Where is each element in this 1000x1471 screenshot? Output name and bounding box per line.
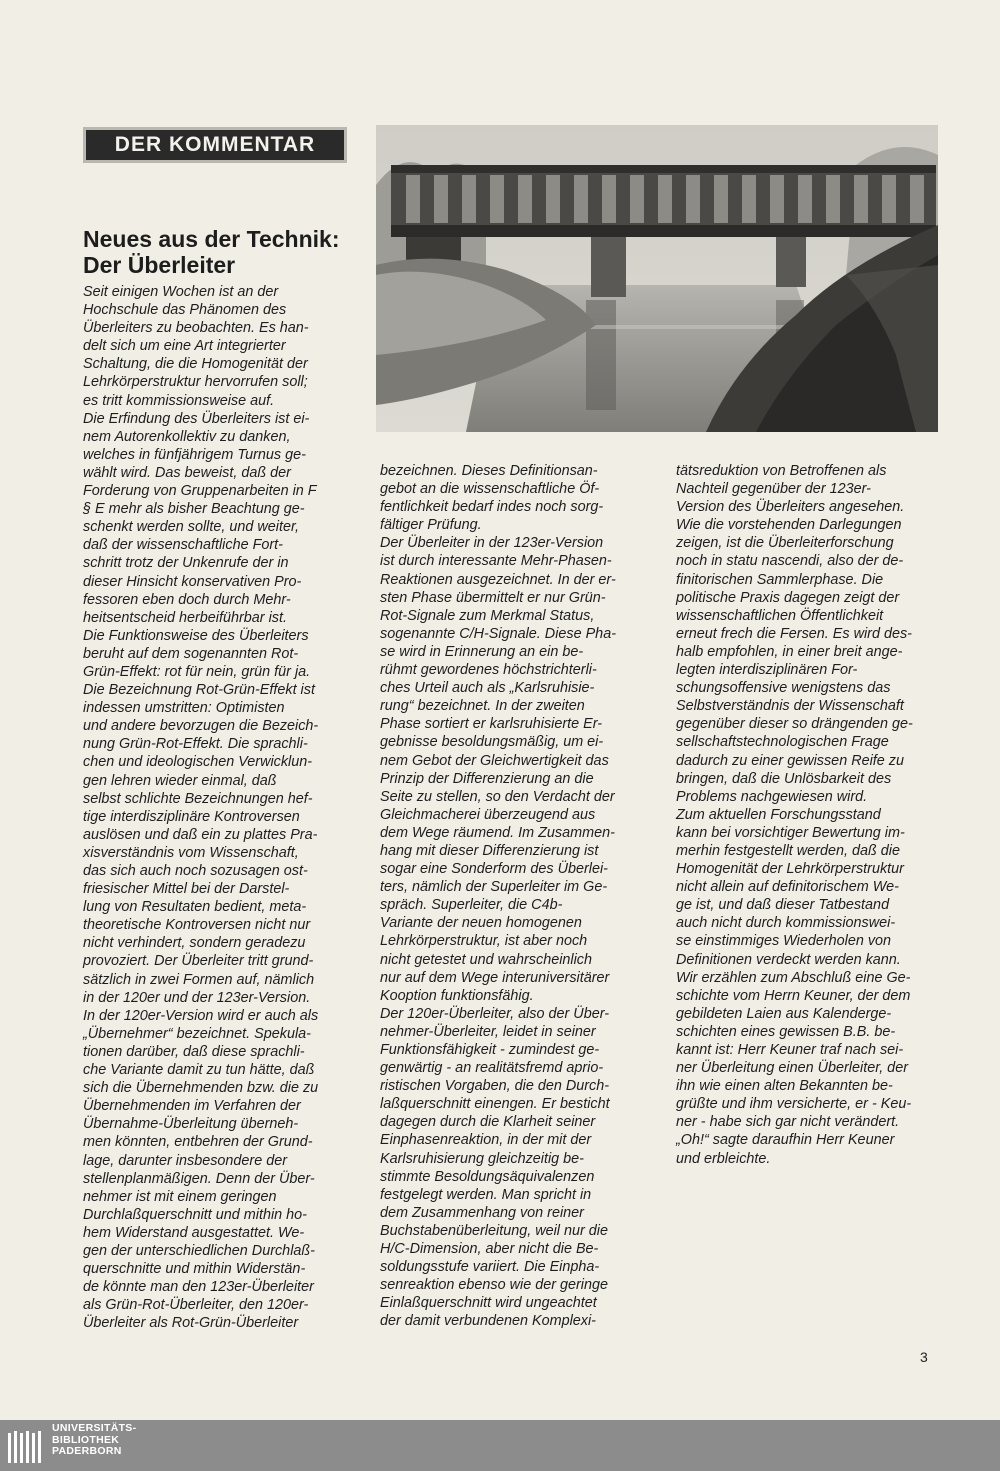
library-footer-bar xyxy=(0,1420,1000,1471)
article-column-1: Seit einigen Wochen ist an der Hochschule das Phänomen des Überleiters zu beobachten. Es han- delt sich um eine Art integrierter Schaltung, die die Homogenität der Lehrkörperstruktur hervorrufen soll; es tritt kommissionsweise auf. Die Erfindung des Überleiters ist ei- nem Autorenkollektiv zu danken, welches in fünfjährigem Turnus ge- wählt wird. Das beweist, daß der Forderung von Gruppenarbeiten in F § E mehr als bisher Beachtung ge- schenkt werden sollte, und weiter, daß der wissenschaftliche Fort- schritt trotz der Unkenrufe der in dieser Hinsicht konservativen Pro- fessoren eben doch durch Mehr- heitsentscheid herbeiführbar ist. Die Funktionsweise des Überleiters beruht auf dem sogenannten Rot- Grün-Effekt: rot für nein, grün für ja. Die Bezeichnung Rot-Grün-Effekt ist indessen umstritten: Optimisten und andere bevorzugen die Bezeich- nung Grün-Rot-Effekt. Die sprachli- chen und ideologischen Verwicklun- gen lehren wieder einmal, daß selbst schlichte Bezeichnungen hef- tige interdisziplinäre Kontroversen auslösen und daß ein zu plattes Pra- xisverständnis vom Wissenschaft, das sich auch noch sozusagen ost- friesischer Mittel bei der Darstel- lung von Resultaten bedient, meta- theoretische Kontroversen nicht nur nicht verhindert, sondern geradezu provoziert. Der Überleiter tritt grund- sätzlich in zwei Formen auf, nämlich in der 120er und der 123er-Version. In der 120er-Version wird er auch als „Übernehmer“ bezeichnet. Spekula- tionen darüber, daß diese sprachli- che Variante damit zu tun hätte, daß sich die Übernehmenden bzw. die zu Übernehmenden im Verfahren der Übernahme-Überleitung überneh- men könnten, entbehren der Grund- lage, darunter insbesondere der stellenplanmäßigen. Denn der Über- nehmer ist mit einem geringen Durchlaßquerschnitt und mithin ho- hem Widerstand ausgestattet. We- gen der unterschiedlichen Durchlaß- querschnitte und mithin Widerstän- de könnte man den 123er-Überleiter als Grün-Rot-Überleiter, den 120er- Überleiter als Rot-Grün-Überleiter xyxy=(83,284,319,1332)
page-number: 3 xyxy=(920,1349,928,1365)
headline-line-2: Der Überleiter xyxy=(83,252,236,278)
library-logo-icon xyxy=(6,1427,46,1467)
article-column-3: tätsreduktion von Betroffenen als Nachteil gegenüber der 123er- Version des Überleiters angesehen. Wie die vorstehenden Darlegungen zeigen, ist die Überleiterforschung noch in statu nascendi, also der de- finitorischen Sammlerphase. Die politische Praxis dagegen zeigt der wissenschaftlichen Öffentlichkeit erneut frech die Fersen. Es wird des- halb empfohlen, in einer breit ange- legten interdisziplinären For- schungsoffensive wenigstens das Selbstverständnis der Wissenschaft gegenüber dieser so drängenden ge- sellschaftstechnologischen Frage dadurch zu einer gewissen Reife zu bringen, daß die Unlösbarkeit des Problems nachgewiesen wird. Zum aktuellen Forschungsstand kann bei vorsichtiger Bewertung im- merhin festgestellt werden, daß die Homogenität der Lehrkörperstruktur nicht allein auf definitorischem We- ge ist, und daß dieser Tatbestand auch nicht durch kommissionswei- se einstimmiges Wiederholen von Definitionen verdeckt werden kann. Wir erzählen zum Abschluß eine Ge- schichte vom Herrn Keuner, der dem gebildeten Laien aus Kalenderge- schichten eines gewissen B.B. be- kannt ist: Herr Keuner traf nach sei- ner Überleitung einen Überleiter, der ihn wie einen alten Bekannten be- grüßte und ihm versicherte, er - Keu- ner - habe sich gar nicht verändert. „Oh!“ sagte daraufhin Herr Keuner und erbleichte. xyxy=(676,463,913,1167)
library-name xyxy=(52,1423,136,1458)
headline-line-1: Neues aus der Technik: xyxy=(83,226,340,252)
section-label-text: DER KOMMENTAR xyxy=(114,133,316,156)
article-headline xyxy=(83,226,353,278)
library-name-line-2: BIBLIOTHEK xyxy=(52,1433,120,1446)
bridge-photo xyxy=(376,125,938,432)
section-label xyxy=(83,127,347,163)
library-name-line-3: PADERBORN xyxy=(52,1445,122,1457)
article-column-2: bezeichnen. Dieses Definitionsan- gebot an die wissenschaftliche Öf- fentlichkeit bedarf indes noch sorg- fältiger Prüfung. Der Überleiter in der 123er-Version ist durch interessante Mehr-Phasen- Reaktionen ausgezeichnet. In der er- sten Phase übermittelt er nur Grün- Rot-Signale zum Merkmal Status, sogenannte C/H-Signale. Diese Pha- se wird in Erinnerung an ein be- rühmt gewordenes höchstrichterli- ches Urteil auch als „Karlsruhisie- rung“ bezeichnet. In der zweiten Phase sortiert er karlsruhisierte Er- gebnisse besoldungsmäßig, um ei- nem Gebot der Gleichwertigkeit das Prinzip der Differenzierung an die Seite zu stellen, so den Verdacht der Gleichmacherei überzeugend aus dem Wege räumend. Im Zusammen- hang mit dieser Differenzierung ist sogar eine Sonderform des Überlei- ters, nämlich der Superleiter im Ge- spräch. Superleiter, die C4b- Variante der neuen homogenen Lehrkörperstruktur, ist aber noch nicht getestet und wahrscheinlich nur auf dem Wege interuniversitärer Kooption funktionsfähig. Der 120er-Überleiter, also der Über- nehmer-Überleiter, leidet in seiner Funktionsfähigkeit - zumindest ge- genwärtig - an realitätsfremd aprio- ristischen Vorgaben, die den Durch- laßquerschnitt einengen. Er besticht dagegen durch die Klarheit seiner Einphasenreaktion, in der mit der Karlsruhisierung gleichzeitig be- stimmte Besoldungsäquivalenzen festgelegt werden. Man spricht in dem Zusammenhang von reiner Buchstabenüberleitung, weil nur die H/C-Dimension, aber nicht die Be- soldungsstufe variiert. Die Einpha- senreaktion ebenso wie der geringe Einlaßquerschnitt wird ungeachtet der damit verbundenen Komplexi- xyxy=(380,463,616,1330)
library-name-line-1: UNIVERSITÄTS- xyxy=(52,1422,137,1434)
